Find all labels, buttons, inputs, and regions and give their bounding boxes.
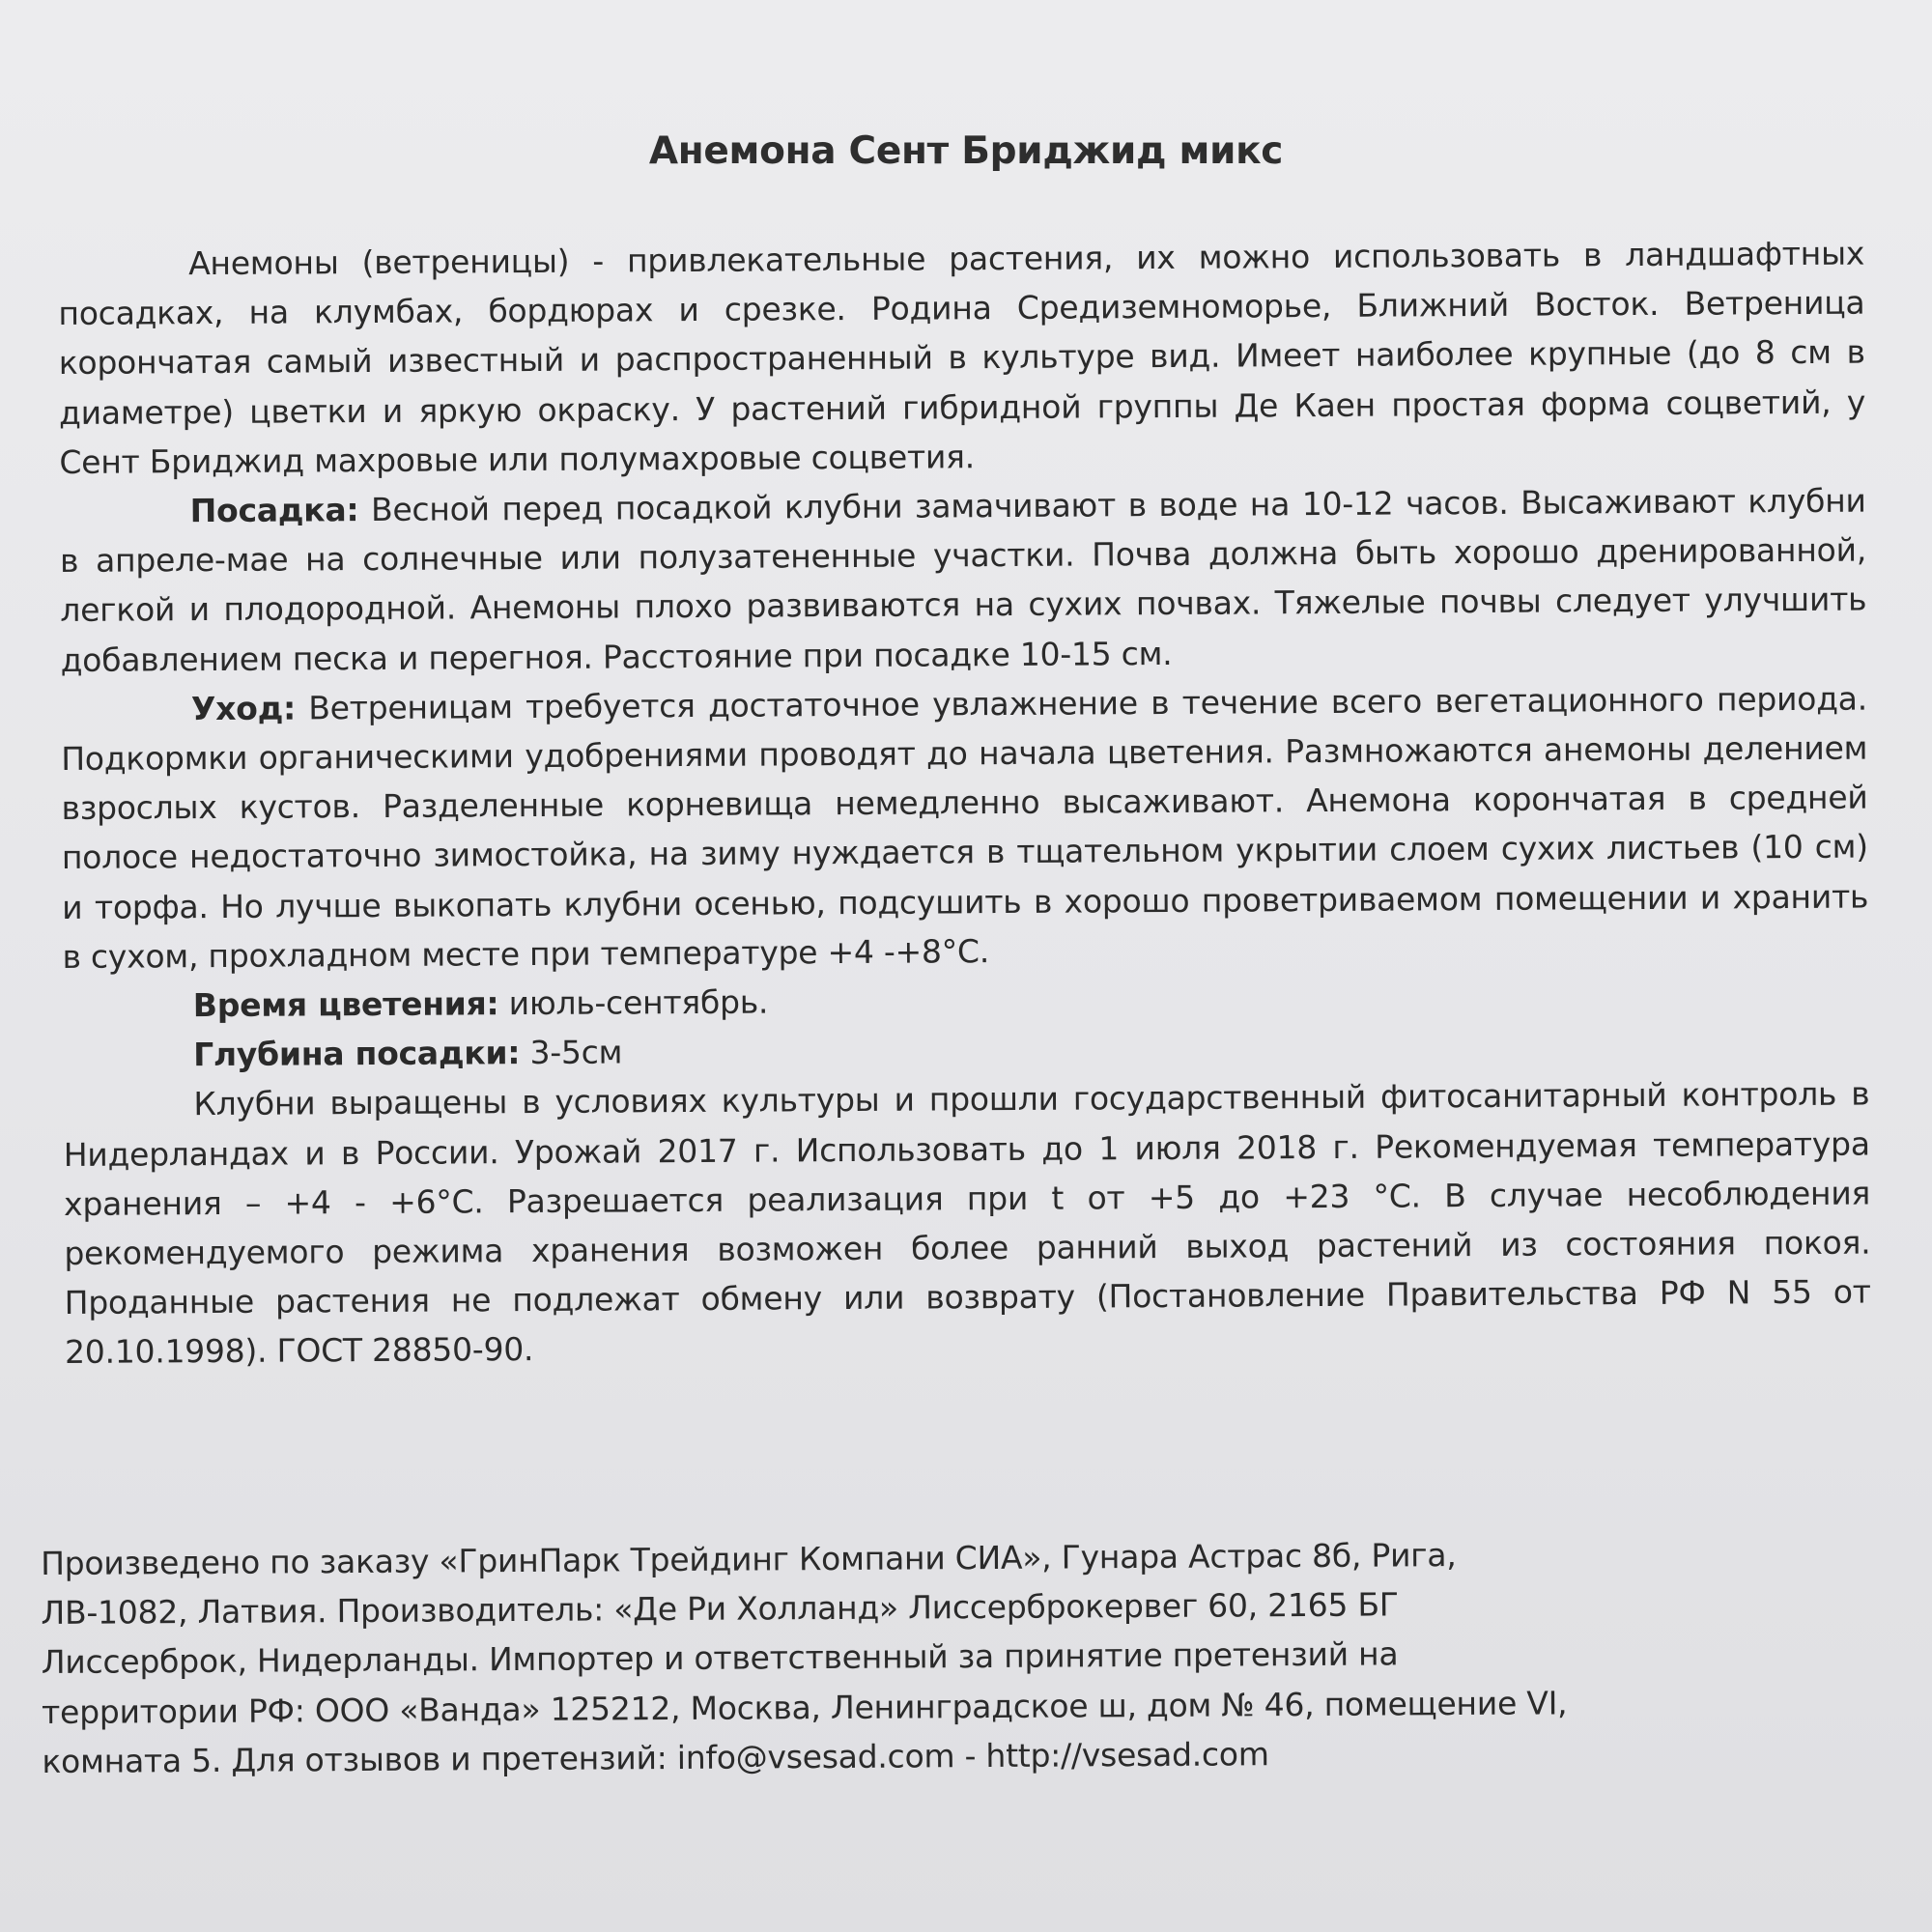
planting-label: Посадка: <box>189 491 359 530</box>
producer-line: территории РФ: ООО «Ванда» 125212, Москва, Ленинградское ш, дом № 46, помещение VI, <box>41 1683 1568 1731</box>
producer-info <box>41 1528 1859 1786</box>
producer-line: ЛВ-1082, Латвия. Производитель: «Де Ри Холланд» Лиссерброкервег 60, 2165 БГ <box>41 1585 1399 1633</box>
planting-text: Весной перед посадкой клубни замачивают в воде на 10-12 часов. Высаживают клубни в апреле-мае на солнечные или полузатененные участки. Почва должна быть хорошо дренированной, легкой и плодородной. Анемоны плохо развиваются на сухих почвах. Тяжелые почвы следует улучшить добавлением песка и перегноя. Расстояние при посадке 10-15 см. <box>59 481 1867 679</box>
care-label: Уход: <box>190 689 297 727</box>
intro-paragraph: Анемоны (ветреницы) - привлекательные растения, их можно использовать в ландшафтных посадках, на клумбах, бордюрах и срезке. Родина Средиземноморье, Ближний Восток. Ветреница корончатая самый известный и распространенный в культуре вид. Имеет наиболее крупные (до 8 см в диаметре) цветки и яркую окраску. У растений гибридной группы Де Каен простая форма соцветий, у Сент Бриджид махровые или полумахровые соцветия. <box>58 234 1866 481</box>
planting-depth-label: Глубина посадки: <box>193 1034 521 1074</box>
producer-contact-line: комната 5. Для отзывов и претензий: info@vsesad.com - http://vsesad.com <box>42 1735 1269 1780</box>
product-title: Анемона Сент Бриджид микс <box>648 129 1284 173</box>
planting-depth-text: 3-5см <box>520 1033 623 1072</box>
care-text: Ветреницам требуется достаточное увлажнение в течение всего вегетационного периода. Подкормки органическими удобрениями проводят до начала цветения. Размножаются анемоны делением взрослых кустов. Разделенные корневища немедленно высаживают. Анемона корончатая в средней полосе недостаточно зимостойка, на зиму нуждается в тщательном укрытии слоем сухих листьев (10 см) и торфа. Но лучше выкопать клубни осенью, подсушить в хорошо проветриваемом помещении и хранить в сухом, прохладном месте при температуре +4 -+8°С. <box>61 679 1869 976</box>
care-paragraph <box>61 673 1869 981</box>
planting-paragraph <box>60 476 1867 685</box>
bloom-time-text: июль-сентябрь. <box>498 982 769 1023</box>
bloom-time-label: Время цветения: <box>192 984 499 1025</box>
producer-line: Лиссерброк, Нидерланды. Импортер и ответственный за принятие претензий на <box>41 1634 1399 1682</box>
certification-paragraph: Клубни выращены в условиях культуры и прошли государственный фитосанитарный контроль в Нидерландах и в России. Урожай 2017 г. Использовать до 1 июля 2018 г. Рекомендуемая температура хранения – +4 - +6°С. Разрешается реализация при t от +5 до +23 °С. В случае несоблюдения рекомендуемого режима хранения возможен более ранний выход растений из состояния покоя. Проданные растения не подлежат обмену или возврату (Постановление Правительства РФ N 55 от 20.10.1998). ГОСТ 28850-90. <box>63 1075 1871 1372</box>
producer-line: Произведено по заказу «ГринПарк Трейдинг Компани СИА», Гунара Астрас 8б, Рига, <box>41 1536 1457 1582</box>
description-body <box>58 229 1871 1378</box>
